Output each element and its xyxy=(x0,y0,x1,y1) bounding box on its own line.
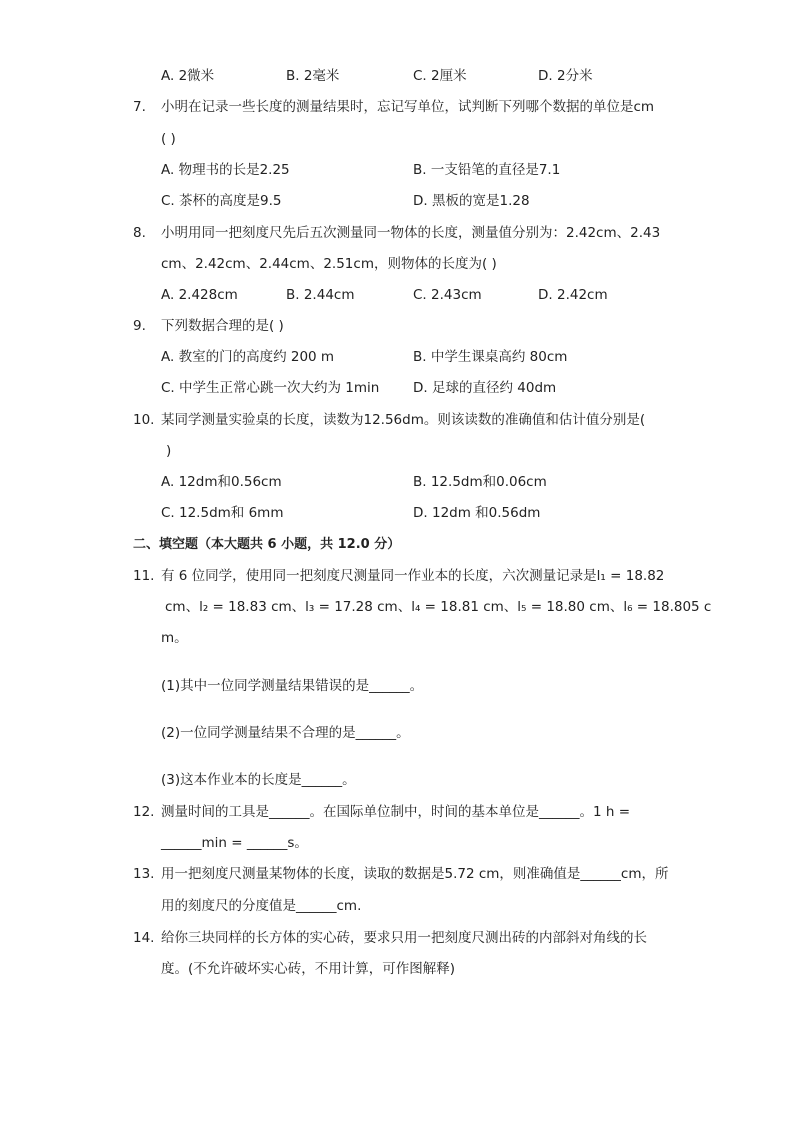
q9-number: 9. xyxy=(133,318,146,334)
q10-option-d: D. 12dm 和0.56dm xyxy=(413,505,541,521)
q11-line2: cm、l₂ = 18.83 cm、l₃ = 17.28 cm、l₄ = 18.81 cm、l₅ = 18.80 cm、l₆ = 18.805 c xyxy=(165,599,712,615)
q7-option-a: A. 物理书的长是2.25 xyxy=(161,162,290,178)
q6-option-b: B. 2毫米 xyxy=(286,68,340,84)
q9-option-a: A. 教室的门的高度约 200 m xyxy=(161,349,335,365)
q11-number: 11. xyxy=(133,568,155,584)
q9-option-d: D. 足球的直径约 40dm xyxy=(413,380,557,396)
q7-option-d: D. 黑板的宽是1.28 xyxy=(413,193,530,209)
q10-number: 10. xyxy=(133,412,155,428)
q7-option-b: B. 一支铅笔的直径是7.1 xyxy=(413,162,561,178)
q6-option-a: A. 2微米 xyxy=(161,68,215,84)
q12-line2: ______min = ______s。 xyxy=(161,835,308,851)
q10-stem-line1: 某同学测量实验桌的长度，读数为12.56dm。则该读数的准确值和估计值分别是( xyxy=(161,412,646,428)
q11-subquestion-3: (3)这本作业本的长度是______。 xyxy=(161,772,356,788)
q6-option-d: D. 2分米 xyxy=(538,68,593,84)
q13-number: 13. xyxy=(133,866,155,882)
q7-stem: 小明在记录一些长度的测量结果时，忘记写单位，试判断下列哪个数据的单位是cm xyxy=(161,99,655,115)
q12-number: 12. xyxy=(133,804,155,820)
q10-option-a: A. 12dm和0.56cm xyxy=(161,474,282,490)
q8-number: 8. xyxy=(133,225,146,241)
q8-option-b: B. 2.44cm xyxy=(286,287,355,303)
q14-number: 14. xyxy=(133,930,155,946)
q9-stem: 下列数据合理的是( ) xyxy=(161,318,284,334)
q10-option-b: B. 12.5dm和0.06cm xyxy=(413,474,547,490)
q11-subquestion-1: (1)其中一位同学测量结果错误的是______。 xyxy=(161,678,424,694)
q7-paren: ( ) xyxy=(161,131,176,147)
q11-subquestion-2: (2)一位同学测量结果不合理的是______。 xyxy=(161,725,410,741)
q7-number: 7. xyxy=(133,99,146,115)
q14-line1: 给你三块同样的长方体的实心砖，要求只用一把刻度尺测出砖的内部斜对角线的长 xyxy=(161,930,647,946)
q13-line2: 用的刻度尺的分度值是______cm. xyxy=(161,898,362,914)
q11-line1: 有 6 位同学，使用同一把刻度尺测量同一作业本的长度，六次测量记录是l₁ = 18.82 xyxy=(161,568,665,584)
q8-option-c: C. 2.43cm xyxy=(413,287,482,303)
q10-stem-line2: ) xyxy=(166,443,172,459)
q8-stem-line2: cm、2.42cm、2.44cm、2.51cm，则物体的长度为( ) xyxy=(161,256,497,272)
q10-option-c: C. 12.5dm和 6mm xyxy=(161,505,284,521)
q14-line2: 度。(不允许破坏实心砖，不用计算，可作图解释) xyxy=(161,961,456,977)
q8-option-a: A. 2.428cm xyxy=(161,287,238,303)
q8-stem-line1: 小明用同一把刻度尺先后五次测量同一物体的长度，测量值分别为：2.42cm、2.43 xyxy=(161,225,661,241)
q12-line1: 测量时间的工具是______。在国际单位制中，时间的基本单位是______。1 h = xyxy=(161,804,631,820)
q7-option-c: C. 茶杯的高度是9.5 xyxy=(161,193,282,209)
q6-option-c: C. 2厘米 xyxy=(413,68,467,84)
q8-option-d: D. 2.42cm xyxy=(538,287,608,303)
q11-line3: m。 xyxy=(161,630,188,646)
q13-line1: 用一把刻度尺测量某物体的长度，读取的数据是5.72 cm，则准确值是______cm，所 xyxy=(161,866,669,882)
q9-option-c: C. 中学生正常心跳一次大约为 1min xyxy=(161,380,380,396)
section-heading-fill-in: 二、填空题（本大题共 6 小题，共 12.0 分） xyxy=(133,537,401,552)
q9-option-b: B. 中学生课桌高约 80cm xyxy=(413,349,568,365)
